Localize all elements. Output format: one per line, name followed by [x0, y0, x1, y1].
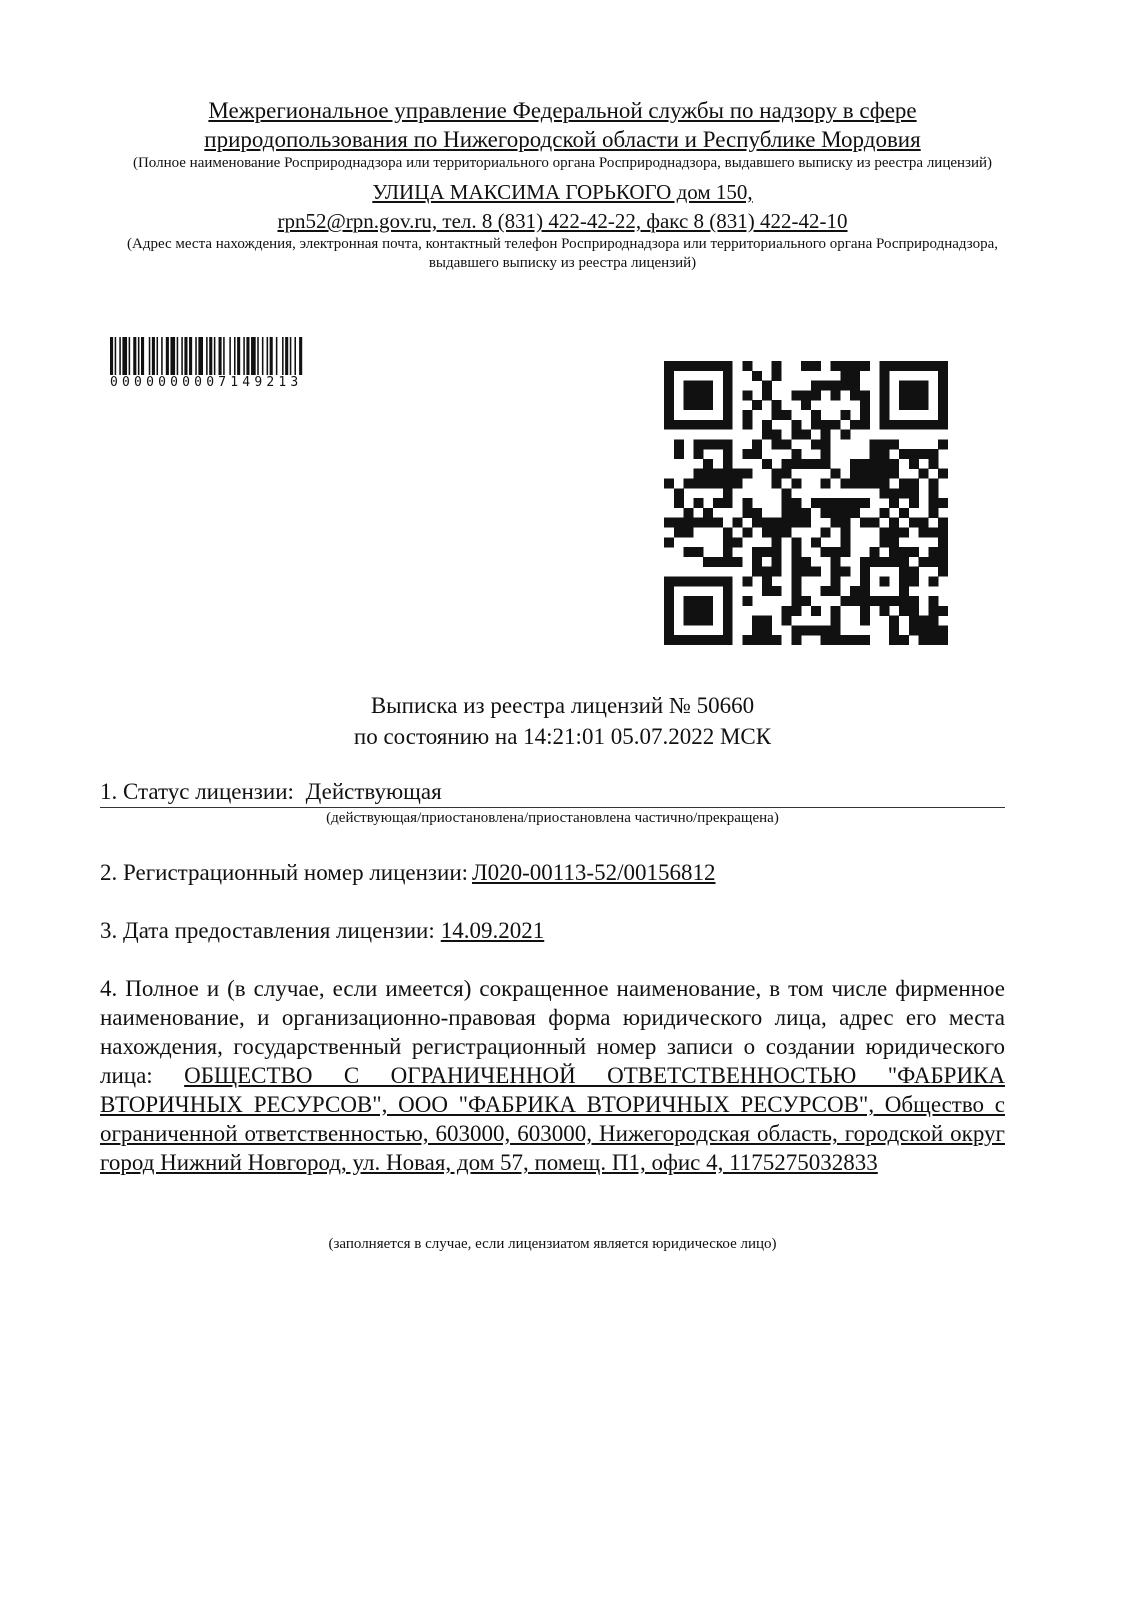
license-status-hint: (действующая/приостановлена/приостановлена частично/прекращена)	[326, 810, 779, 826]
licensee-entity-label: 4. Полное и (в случае, если имеется) сокращенное наименование, в том числе фирменное наименование, и организационно-правовая форма юридического лица, адрес его места нахождения, государственный регистрационный номер записи о создании юридического лица:	[100, 976, 1005, 1088]
authority-address-hint: (Адрес места нахождения, электронная почта, контактный телефон Росприроднадзора или территориального органа Росприроднадзора, выдавшего выписку из реестра лицензий)	[127, 236, 998, 271]
license-regnum-value: Л020-00113-52/00156812	[472, 860, 716, 885]
authority-name-line2: природопользования по Нижегородской области и Республике Мордовия	[204, 127, 921, 152]
license-regnum-label: 2. Регистрационный номер лицензии:	[100, 860, 469, 885]
barcode-number: 0000000007149213	[110, 375, 303, 390]
license-date-label: 3. Дата предоставления лицензии:	[100, 918, 435, 943]
issuing-authority-block	[60, 96, 1065, 273]
authority-name-hint: (Полное наименование Росприроднадзора или территориального органа Росприроднадзора, выдавшего выписку из реестра лицензий)	[132, 155, 993, 171]
extract-as-of: по состоянию на 14:21:01 05.07.2022 МСК	[353, 724, 772, 749]
authority-contacts-line: rpn52@rpn.gov.ru, тел. 8 (831) 422-42-22, факс 8 (831) 422-42-10	[277, 209, 848, 233]
authority-address-line1: УЛИЦА МАКСИМА ГОРЬКОГО дом 150,	[372, 180, 753, 204]
licensee-entity-value: ОБЩЕСТВО С ОГРАНИЧЕННОЙ ОТВЕТСТВЕННОСТЬЮ "ФАБРИКА ВТОРИЧНЫХ РЕСУРСОВ", ООО "ФАБРИКА ВТОРИЧНЫХ РЕСУРСОВ", Общество с ограниченной ответственностью, 603000, 603000, Нижегородская область, городской округ город Нижний Новгород, ул. Новая, дом 57, помещ. П1, офис 4, 1175275032833	[100, 1063, 1006, 1175]
license-status-row	[100, 777, 1005, 808]
license-date-row	[100, 916, 1005, 945]
qr-code-image	[664, 361, 948, 645]
extract-title: Выписка из реестра лицензий № 50660	[370, 693, 755, 718]
authority-name-line1: Межрегиональное управление Федеральной службы по надзору в сфере	[208, 98, 917, 123]
license-date-value: 14.09.2021	[440, 918, 545, 943]
extract-heading	[60, 690, 1065, 752]
license-status-label: 1. Статус лицензии:	[100, 779, 294, 804]
licensee-entity-hint: (заполняется в случае, если лицензиатом является юридическое лицо)	[328, 1236, 777, 1252]
license-regnum-row	[100, 858, 1005, 887]
licensee-entity-row	[100, 974, 1005, 1177]
license-status-value: Действующая	[305, 779, 442, 804]
barcode-image	[110, 337, 372, 375]
